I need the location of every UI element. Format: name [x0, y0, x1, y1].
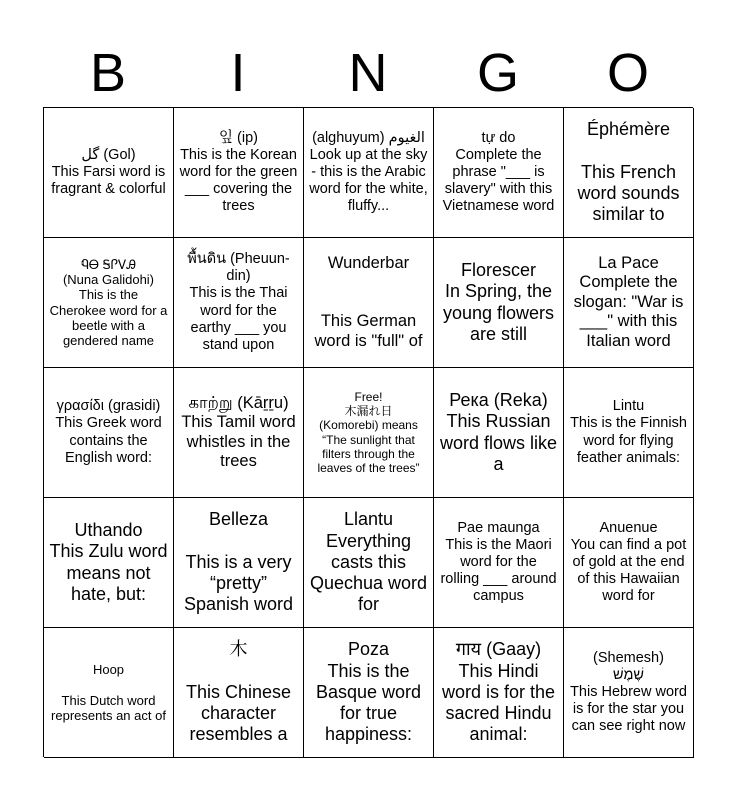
- cell-text: Lintu This is the Finnish word for flying feather animals:: [570, 398, 687, 466]
- header-letter-o: O: [606, 43, 649, 103]
- bingo-cell[interactable]: [44, 368, 174, 498]
- cell-text: Wunderbar This German word is "full" of: [314, 253, 423, 350]
- cell-text: ᏄᎾ ᎦᎵᏙᎯ (Nuna Galidohi) This is the Cherokee word for a beetle with a gendered name: [49, 256, 168, 349]
- cell-text: गाय (Gaay) This Hindi word is for the sacred Hindu animal:: [441, 639, 556, 745]
- cell-text: tự do Complete the phrase "___ is slavery" with this Vietnamese word: [442, 129, 555, 215]
- bingo-cell[interactable]: [174, 628, 304, 758]
- bingo-cell[interactable]: [174, 108, 304, 238]
- cell-text: พื้นดิน (Pheuun-din) This is the Thai word for the earthy ___ you stand upon: [187, 251, 290, 353]
- cell-text: Florescer In Spring, the young flowers are still: [442, 260, 555, 344]
- cell-text: 木 This Chinese character resembles a: [185, 639, 292, 745]
- cell-text: காற்று (Kāṟṟu) This Tamil word whistles in the trees: [181, 393, 296, 470]
- bingo-grid: [43, 107, 693, 757]
- bingo-cell[interactable]: [564, 108, 694, 238]
- header-letter-i: I: [230, 43, 246, 103]
- cell-text: Anuenue You can find a pot of gold at the end of this Hawaiian word for: [570, 519, 687, 605]
- bingo-cell[interactable]: [434, 628, 564, 758]
- bingo-cell[interactable]: [434, 498, 564, 628]
- bingo-cell[interactable]: [174, 498, 304, 628]
- bingo-cell[interactable]: [44, 498, 174, 628]
- bingo-cell[interactable]: [304, 498, 434, 628]
- cell-text: Éphémère This French word sounds similar to: [577, 119, 680, 225]
- cell-text: Llantu Everything casts this Quechua word for: [309, 509, 428, 615]
- cell-text: Река (Reka) This Russian word flows like a: [439, 390, 558, 474]
- cell-text: Poza This is the Basque word for true happiness:: [315, 639, 422, 745]
- cell-text: Pae maunga This is the Maori word for the rolling ___ around campus: [440, 519, 557, 605]
- cell-text: Belleza This is a very “pretty” Spanish word: [183, 509, 294, 615]
- bingo-cell[interactable]: [304, 108, 434, 238]
- cell-text: (Shemesh) שֶׁמֶשׁ This Hebrew word is for the star you can see right now: [570, 649, 687, 735]
- cell-text: 잎 (ip) This is the Korean word for the green ___ covering the trees: [179, 129, 298, 215]
- bingo-cell[interactable]: [304, 628, 434, 758]
- bingo-cell[interactable]: [44, 628, 174, 758]
- bingo-cell[interactable]: [564, 368, 694, 498]
- bingo-cell[interactable]: [564, 628, 694, 758]
- bingo-cell[interactable]: [304, 368, 434, 498]
- header-letter-b: B: [89, 43, 127, 103]
- cell-text: γρασίδι (grasidi) This Greek word contains the English word:: [55, 398, 162, 466]
- bingo-header: [43, 40, 693, 106]
- bingo-cell[interactable]: [304, 238, 434, 368]
- bingo-cell[interactable]: [434, 108, 564, 238]
- bingo-cell[interactable]: [564, 238, 694, 368]
- bingo-cell[interactable]: [564, 498, 694, 628]
- bingo-cell[interactable]: [434, 238, 564, 368]
- bingo-cell[interactable]: [174, 368, 304, 498]
- bingo-cell[interactable]: [174, 238, 304, 368]
- bingo-cell[interactable]: [434, 368, 564, 498]
- cell-text: La Pace Complete the slogan: "War is ___" with this Italian word: [573, 253, 684, 350]
- cell-text: Free! 木漏れ日 (Komorebi) means “The sunlight that filters through the leaves of the trees”: [317, 390, 420, 475]
- bingo-cell[interactable]: [44, 108, 174, 238]
- header-letter-n: N: [348, 43, 388, 103]
- cell-text: Uthando This Zulu word means not hate, but:: [49, 520, 168, 604]
- cell-text: گل (Gol) This Farsi word is fragrant & colorful: [51, 146, 166, 198]
- bingo-cell[interactable]: [44, 238, 174, 368]
- cell-text: Hoop This Dutch word represents an act of: [51, 661, 166, 723]
- cell-text: (alghuyum) الغيوم Look up at the sky - this is the Arabic word for the white, fluffy...: [309, 129, 428, 215]
- header-letter-g: G: [476, 43, 519, 103]
